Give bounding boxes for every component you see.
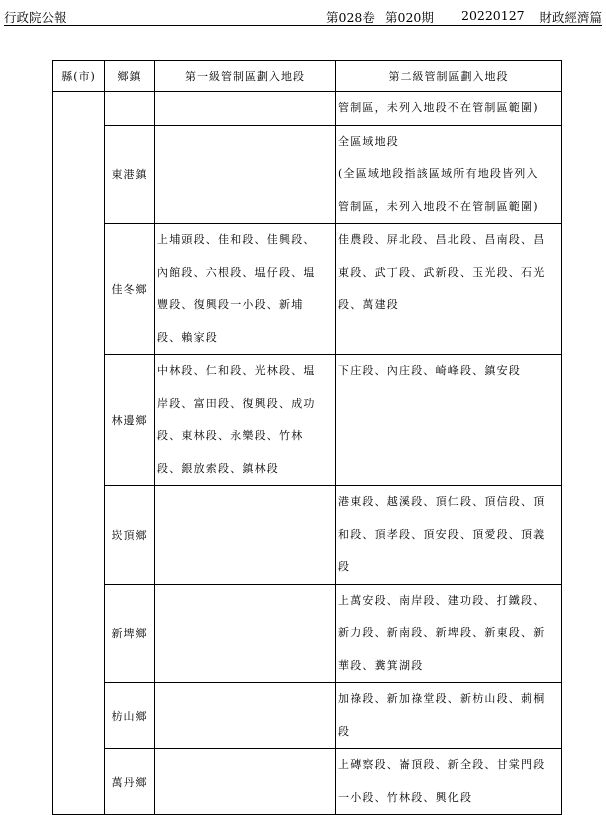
section-text-line: 管制區，未列入地段不在管制區範圍) xyxy=(338,101,539,114)
column-header-town: 鄉鎮 xyxy=(105,61,155,92)
second-level-cell xyxy=(336,92,562,126)
table-row xyxy=(53,92,562,126)
first-level-cell xyxy=(155,486,336,585)
section-text-line: 上萬安段、南岸段、建功段、打鐵段、 xyxy=(338,593,546,607)
town-cell: 枋山鄉 xyxy=(105,683,155,749)
land-section-table xyxy=(52,60,562,815)
section-text-line: 段、銀放索段、鎮林段 xyxy=(157,461,279,475)
table-row xyxy=(53,125,562,224)
table-header-row xyxy=(53,61,562,92)
section-text-line: 段、東林段、永樂段、竹林 xyxy=(157,429,304,442)
page-header xyxy=(4,7,602,26)
town-cell: 新埤鄉 xyxy=(105,584,155,683)
section-text-line: 內館段、六根段、塭仔段、塭 xyxy=(157,265,316,279)
table-row xyxy=(53,224,562,355)
second-level-cell xyxy=(336,486,562,585)
section-text-line: 段、萬建段 xyxy=(338,298,399,311)
section-text-line: 新力段、新南段、新埤段、新東段、新 xyxy=(338,626,546,639)
section-text-line: 和段、頂孝段、頂安段、頂愛段、頂義 xyxy=(338,527,546,541)
section-text-line: 中林段、仁和段、光林段、塭 xyxy=(157,364,316,377)
section-text-line: 華段、糞箕湖段 xyxy=(338,658,424,672)
section-name: 財政經濟篇 xyxy=(539,10,602,25)
second-level-cell xyxy=(336,355,562,486)
section-text-line: 上磚察段、崙頂段、新全段、甘棠門段 xyxy=(338,758,546,771)
table-row xyxy=(53,584,562,683)
section-text-line: 一小段、竹林段、興化段 xyxy=(338,790,473,804)
second-level-cell xyxy=(336,224,562,355)
town-cell: 林邊鄉 xyxy=(105,355,155,486)
section-text-line: 段 xyxy=(338,560,351,573)
section-text-line: 下庄段、內庄段、崎峰段、鎮安段 xyxy=(338,364,521,377)
first-level-cell xyxy=(155,125,336,224)
table-row xyxy=(53,355,562,486)
first-level-cell xyxy=(155,355,336,486)
second-level-cell xyxy=(336,584,562,683)
volume-number: 第028卷 xyxy=(326,10,375,25)
section-text-line: 佳農段、屏北段、昌北段、昌南段、昌 xyxy=(338,233,546,246)
town-cell: 萬丹鄉 xyxy=(105,749,155,815)
section-text-line: 管制區，未列入地段不在管制區範圍) xyxy=(338,199,539,213)
second-level-cell xyxy=(336,749,562,815)
section-text-line: (全區域地段指該區域所有地段皆列入 xyxy=(338,167,539,180)
publication-title: 行政院公報 xyxy=(4,10,67,25)
issue-number: 第020期 xyxy=(385,10,434,25)
column-header-first-level: 第一級管制區劃入地段 xyxy=(155,61,336,92)
table-row xyxy=(53,749,562,815)
section-text-line: 段、賴家段 xyxy=(157,330,218,344)
town-cell xyxy=(105,92,155,126)
first-level-cell xyxy=(155,683,336,749)
section-text-line: 加祿段、新加祿堂段、新枋山段、莿桐 xyxy=(338,692,546,705)
section-text-line: 東段、武丁段、武新段、玉光段、石光 xyxy=(338,265,546,279)
table-row xyxy=(53,486,562,585)
table-body xyxy=(53,92,562,815)
publication-date: 20220127 xyxy=(461,8,525,23)
section-text-line: 港東段、越溪段、頂仁段、頂信段、頂 xyxy=(338,495,546,508)
first-level-cell xyxy=(155,92,336,126)
town-cell: 崁頂鄉 xyxy=(105,486,155,585)
table-row xyxy=(53,683,562,749)
column-header-county: 縣(市) xyxy=(53,61,105,92)
second-level-cell xyxy=(336,125,562,224)
section-text-line: 上埔頭段、佳和段、佳興段、 xyxy=(157,233,316,246)
first-level-cell xyxy=(155,224,336,355)
column-header-second-level: 第二級管制區劃入地段 xyxy=(336,61,562,92)
second-level-cell xyxy=(336,683,562,749)
section-text-line: 全區域地段 xyxy=(338,134,399,148)
first-level-cell xyxy=(155,584,336,683)
town-cell: 佳冬鄉 xyxy=(105,224,155,355)
section-text-line: 段 xyxy=(338,724,351,738)
section-text-line: 豐段、復興段一小段、新埔 xyxy=(157,298,304,311)
county-cell xyxy=(53,92,105,815)
first-level-cell xyxy=(155,749,336,815)
town-cell: 東港鎮 xyxy=(105,125,155,224)
section-text-line: 岸段、富田段、復興段、成功 xyxy=(157,396,316,410)
